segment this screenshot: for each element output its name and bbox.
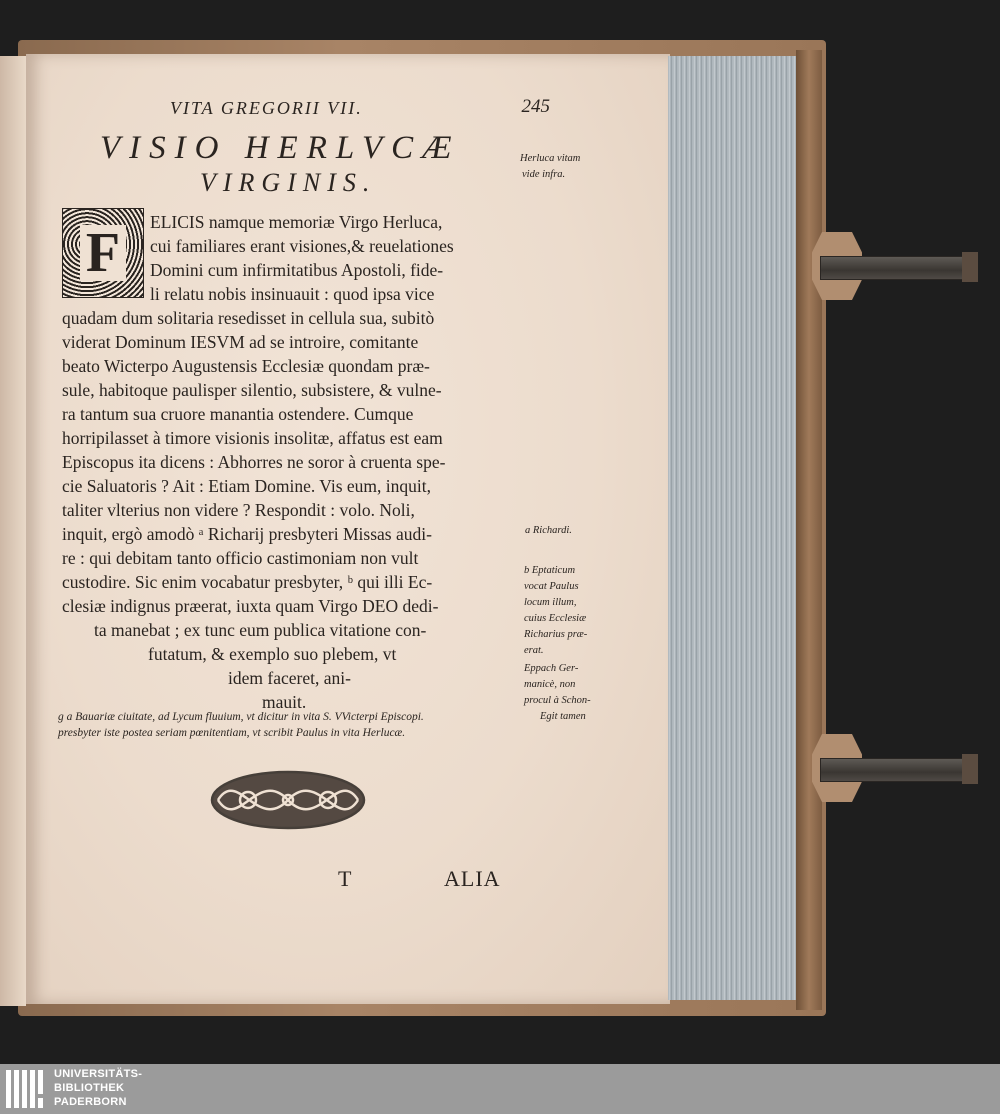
margin-note-b-6: erat. [524,645,544,656]
printers-ornament [208,768,368,832]
footnote-line-2: presbyter iste postea seriam pœnitentiam, vt scribit Paulus in vita Herlucæ. [58,727,406,739]
body-line-20: idem faceret, ani- [228,668,351,688]
body-line-15: re : qui debitam tanto officio castimoniam non vult [62,548,419,568]
body-line-17: clesiæ indignus præerat, iuxta quam Virgo DEO dedi- [62,596,439,616]
decorated-initial: F [62,208,144,298]
body-line-3: Domini cum infirmitatibus Apostoli, fide- [150,260,444,280]
chapter-title-line-2: VIRGINIS. [200,168,377,197]
body-line-11: Episcopus ita dicens : Abhorres ne soror à cruenta spe- [62,452,446,472]
margin-note-b-4: cuius Ecclesiæ [524,613,587,624]
margin-note-top-2: vide infra. [522,169,566,180]
right-board [796,50,822,1010]
page-number: 245 [521,96,550,117]
body-line-2: cui familiares erant visiones,& reuelationes [150,236,454,256]
body-line-7: beato Wicterpo Augustensis Ecclesiæ quondam præ- [62,356,430,376]
signature-mark: T [338,866,353,891]
body-line-12: cie Saluatoris ? Ait : Etiam Domine. Vis eum, inquit, [62,476,431,496]
library-footer-bar [0,1064,1000,1114]
body-line-4: li relatu nobis insinuauit : quod ipsa vice [150,284,435,304]
footnote-line-1: g a Bauariæ ciuitate, ad Lycum fluuium, vt dicitur in vita S. VVicterpi Episcopi. [58,711,424,723]
library-name-line-1: UNIVERSITÄTS- [54,1068,143,1080]
page-fore-edge [668,56,796,1000]
body-line-1: ELICIS namque memoriæ Virgo Herluca, [150,212,443,232]
margin-note-b-8: manicè, non [524,679,576,690]
margin-note-a: a Richardi. [525,525,572,536]
catchword: ALIA [444,866,501,891]
library-name [54,1067,142,1109]
library-logo-icon [6,1068,46,1110]
body-line-10: horripilasset à timore visionis insolitæ, affatus est eam [62,428,443,448]
body-line-21: mauit. [262,692,307,712]
library-name-line-2: BIBLIOTHEK [54,1082,125,1094]
body-line-14: inquit, ergò amodò ᵃ Richarij presbyteri Missas audi- [62,524,432,544]
margin-note-b-9: procul à Schon- [524,695,591,706]
margin-note-top-1: Herluca vitam [520,153,581,164]
margin-note-b-5: Richarius præ- [524,629,588,640]
body-line-13: taliter vlterius non videre ? Respondit : volo. Noli, [62,500,415,520]
margin-note-b-3: locum illum, [524,597,577,608]
margin-note-b-7: Eppach Ger- [524,663,579,674]
library-name-line-3: PADERBORN [54,1096,127,1108]
body-line-16: custodire. Sic enim vocabatur presbyter, ᵇ qui illi Ec- [62,572,433,592]
body-line-8: sule, habitoque paulisper silentio, subsistere, & vulne- [62,380,442,400]
left-page-edge [0,56,26,1006]
body-line-6: viderat Dominum IESVM ad se introire, comitante [62,332,419,352]
running-head: VITA GREGORII VII. 245 [170,96,550,118]
body-line-19: futatum, & exemplo suo plebem, vt [148,644,397,664]
margin-note-b-10: Egit tamen [540,711,586,722]
margin-note-b-1: b Eptaticum [524,565,576,576]
body-line-9: ra tantum sua cruore manantia ostendere. Cumque [62,404,414,424]
body-line-18: ta manebat ; ex tunc eum publica vitatione con- [94,620,427,640]
margin-note-b-2: vocat Paulus [524,581,579,592]
body-line-5: quadam dum solitaria resedisset in cellula sua, subitò [62,308,435,328]
chapter-title-line-1: VISIO HERLVCÆ [100,130,461,166]
